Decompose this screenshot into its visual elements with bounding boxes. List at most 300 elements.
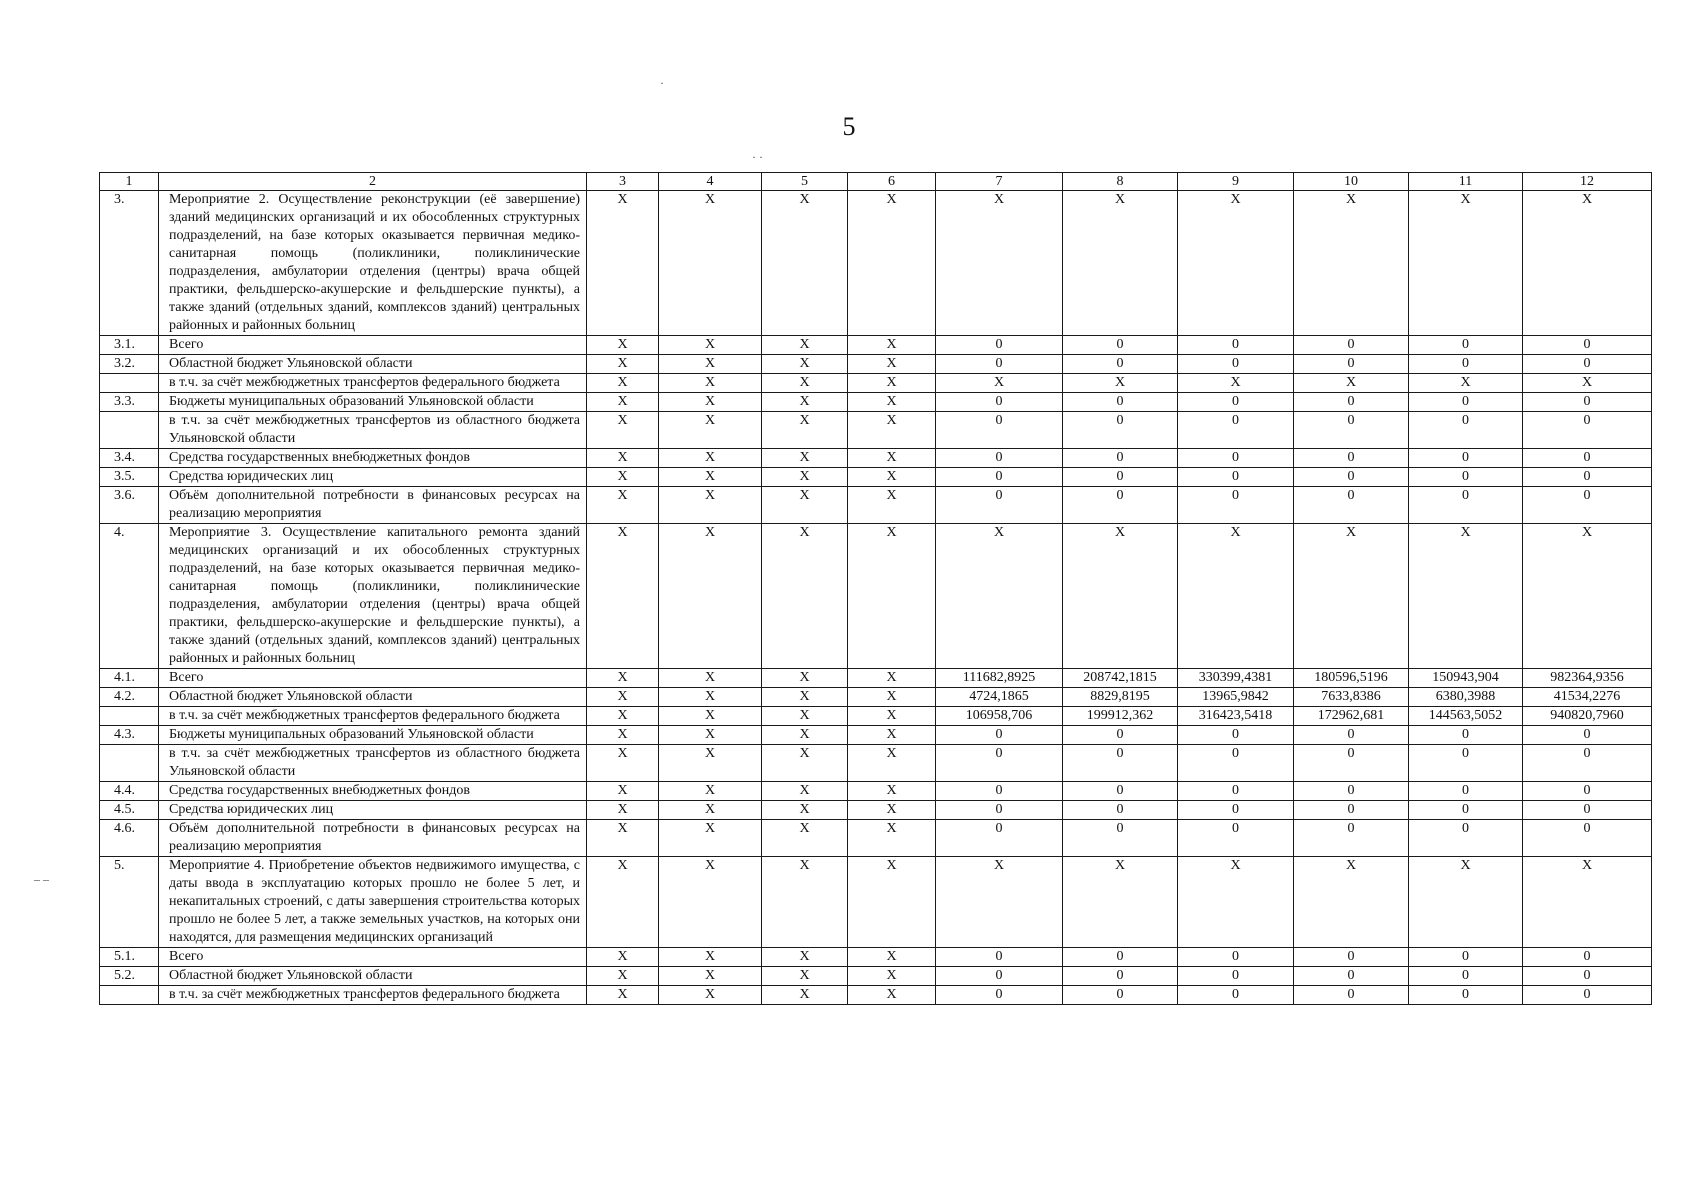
value-cell-col4: X [659, 707, 762, 726]
value-cell-col4: X [659, 669, 762, 688]
value-cell-col9: 0 [1178, 745, 1294, 782]
header-cell-col7: 7 [936, 173, 1063, 191]
value-cell-col9: 0 [1178, 967, 1294, 986]
value-cell-col4: X [659, 820, 762, 857]
value-cell-col7: 106958,706 [936, 707, 1063, 726]
value-cell-col6: X [848, 801, 936, 820]
value-cell-col12: 0 [1523, 820, 1652, 857]
value-cell-col8: 0 [1063, 782, 1178, 801]
value-cell-col4: X [659, 801, 762, 820]
value-cell-col3: X [587, 857, 659, 948]
value-cell-col4: X [659, 948, 762, 967]
value-cell-col7: 0 [936, 449, 1063, 468]
value-cell-col11: 0 [1409, 820, 1523, 857]
value-cell-col11: X [1409, 857, 1523, 948]
value-cell-col4: X [659, 857, 762, 948]
table-row [100, 801, 1652, 820]
value-cell-col5: X [762, 191, 848, 336]
value-cell-col5: X [762, 726, 848, 745]
value-cell-col8: 0 [1063, 449, 1178, 468]
row-description-cell: в т.ч. за счёт межбюджетных трансфертов федерального бюджета [159, 707, 587, 726]
table-header [100, 173, 1652, 191]
value-cell-col9: 0 [1178, 986, 1294, 1005]
value-cell-col4: X [659, 688, 762, 707]
value-cell-col11: X [1409, 191, 1523, 336]
row-description-cell: Мероприятие 4. Приобретение объектов недвижимого имущества, с даты ввода в эксплуатацию которых прошло не более 5 лет, и некапитальных строений, с даты завершения строительства которых прошло не более 5 лет, а также земельных участков, на которых они находятся, для размещения медицинских организаций [159, 857, 587, 948]
row-number-cell [100, 374, 159, 393]
value-cell-col9: X [1178, 374, 1294, 393]
value-cell-col7: 0 [936, 726, 1063, 745]
header-cell-col9: 9 [1178, 173, 1294, 191]
value-cell-col10: X [1294, 857, 1409, 948]
value-cell-col11: 0 [1409, 745, 1523, 782]
value-cell-col7: X [936, 374, 1063, 393]
header-cell-col11: 11 [1409, 173, 1523, 191]
value-cell-col8: 0 [1063, 336, 1178, 355]
value-cell-col6: X [848, 524, 936, 669]
value-cell-col10: 0 [1294, 355, 1409, 374]
value-cell-col5: X [762, 468, 848, 487]
value-cell-col11: 0 [1409, 948, 1523, 967]
value-cell-col12: 0 [1523, 986, 1652, 1005]
value-cell-col6: X [848, 688, 936, 707]
table-row [100, 857, 1652, 948]
value-cell-col6: X [848, 857, 936, 948]
value-cell-col6: X [848, 707, 936, 726]
value-cell-col5: X [762, 857, 848, 948]
value-cell-col11: 0 [1409, 967, 1523, 986]
value-cell-col12: 0 [1523, 393, 1652, 412]
value-cell-col7: 0 [936, 487, 1063, 524]
value-cell-col4: X [659, 355, 762, 374]
table-row [100, 393, 1652, 412]
row-number-cell: 4.4. [100, 782, 159, 801]
value-cell-col12: 0 [1523, 948, 1652, 967]
row-number-cell: 4.3. [100, 726, 159, 745]
value-cell-col10: 0 [1294, 948, 1409, 967]
row-description-cell: в т.ч. за счёт межбюджетных трансфертов федерального бюджета [159, 986, 587, 1005]
value-cell-col5: X [762, 688, 848, 707]
value-cell-col8: 0 [1063, 393, 1178, 412]
table-row [100, 468, 1652, 487]
value-cell-col3: X [587, 336, 659, 355]
value-cell-col3: X [587, 487, 659, 524]
row-number-cell: 3.4. [100, 449, 159, 468]
value-cell-col8: 0 [1063, 412, 1178, 449]
value-cell-col5: X [762, 707, 848, 726]
value-cell-col6: X [848, 191, 936, 336]
value-cell-col4: X [659, 412, 762, 449]
table-row [100, 449, 1652, 468]
value-cell-col12: 0 [1523, 967, 1652, 986]
value-cell-col4: X [659, 393, 762, 412]
value-cell-col11: 0 [1409, 336, 1523, 355]
value-cell-col7: 0 [936, 782, 1063, 801]
row-number-cell: 3.5. [100, 468, 159, 487]
value-cell-col11: 0 [1409, 782, 1523, 801]
value-cell-col10: X [1294, 191, 1409, 336]
row-number-cell: 4. [100, 524, 159, 669]
value-cell-col10: 172962,681 [1294, 707, 1409, 726]
value-cell-col4: X [659, 374, 762, 393]
value-cell-col11: 0 [1409, 986, 1523, 1005]
value-cell-col6: X [848, 986, 936, 1005]
value-cell-col6: X [848, 967, 936, 986]
row-number-cell [100, 745, 159, 782]
value-cell-col12: 41534,2276 [1523, 688, 1652, 707]
value-cell-col8: 0 [1063, 967, 1178, 986]
value-cell-col11: X [1409, 374, 1523, 393]
financing-table-container [99, 172, 1651, 1005]
value-cell-col10: 0 [1294, 336, 1409, 355]
value-cell-col12: 0 [1523, 468, 1652, 487]
table-row [100, 336, 1652, 355]
row-number-cell: 3.1. [100, 336, 159, 355]
value-cell-col10: 0 [1294, 468, 1409, 487]
value-cell-col4: X [659, 967, 762, 986]
value-cell-col9: X [1178, 524, 1294, 669]
value-cell-col6: X [848, 336, 936, 355]
value-cell-col9: 0 [1178, 393, 1294, 412]
row-description-cell: Всего [159, 669, 587, 688]
value-cell-col8: 0 [1063, 986, 1178, 1005]
value-cell-col8: X [1063, 374, 1178, 393]
row-description-cell: Всего [159, 948, 587, 967]
table-row [100, 374, 1652, 393]
value-cell-col7: 0 [936, 967, 1063, 986]
value-cell-col4: X [659, 336, 762, 355]
value-cell-col4: X [659, 524, 762, 669]
table-row [100, 820, 1652, 857]
value-cell-col10: 0 [1294, 967, 1409, 986]
value-cell-col7: 0 [936, 355, 1063, 374]
value-cell-col5: X [762, 986, 848, 1005]
value-cell-col3: X [587, 412, 659, 449]
value-cell-col11: X [1409, 524, 1523, 669]
value-cell-col11: 0 [1409, 393, 1523, 412]
value-cell-col3: X [587, 820, 659, 857]
value-cell-col8: 0 [1063, 801, 1178, 820]
value-cell-col3: X [587, 745, 659, 782]
table-row [100, 524, 1652, 669]
value-cell-col7: 0 [936, 468, 1063, 487]
value-cell-col9: 0 [1178, 782, 1294, 801]
value-cell-col3: X [587, 801, 659, 820]
row-description-cell: в т.ч. за счёт межбюджетных трансфертов из областного бюджета Ульяновской области [159, 745, 587, 782]
row-description-cell: Бюджеты муниципальных образований Ульяновской области [159, 393, 587, 412]
value-cell-col4: X [659, 782, 762, 801]
row-number-cell: 5.2. [100, 967, 159, 986]
value-cell-col6: X [848, 948, 936, 967]
value-cell-col7: 0 [936, 820, 1063, 857]
row-number-cell [100, 986, 159, 1005]
value-cell-col4: X [659, 726, 762, 745]
value-cell-col8: 0 [1063, 487, 1178, 524]
value-cell-col9: 0 [1178, 336, 1294, 355]
table-row [100, 986, 1652, 1005]
value-cell-col7: 0 [936, 801, 1063, 820]
value-cell-col6: X [848, 669, 936, 688]
value-cell-col10: 180596,5196 [1294, 669, 1409, 688]
value-cell-col8: 0 [1063, 745, 1178, 782]
header-cell-col4: 4 [659, 173, 762, 191]
table-row [100, 688, 1652, 707]
row-description-cell: в т.ч. за счёт межбюджетных трансфертов из областного бюджета Ульяновской области [159, 412, 587, 449]
page-number: 5 [842, 112, 856, 141]
value-cell-col7: 0 [936, 336, 1063, 355]
value-cell-col5: X [762, 355, 848, 374]
value-cell-col5: X [762, 801, 848, 820]
header-cell-col1: 1 [100, 173, 159, 191]
row-number-cell [100, 707, 159, 726]
value-cell-col9: X [1178, 191, 1294, 336]
value-cell-col7: 0 [936, 393, 1063, 412]
value-cell-col12: 0 [1523, 726, 1652, 745]
value-cell-col10: 0 [1294, 986, 1409, 1005]
value-cell-col12: 0 [1523, 355, 1652, 374]
value-cell-col7: 0 [936, 412, 1063, 449]
row-description-cell: Объём дополнительной потребности в финансовых ресурсах на реализацию мероприятия [159, 487, 587, 524]
table-row [100, 726, 1652, 745]
value-cell-col6: X [848, 726, 936, 745]
header-row [100, 173, 1652, 191]
scan-speck: · · [752, 150, 763, 164]
value-cell-col6: X [848, 782, 936, 801]
value-cell-col3: X [587, 468, 659, 487]
value-cell-col12: 0 [1523, 801, 1652, 820]
row-description-cell: Средства государственных внебюджетных фондов [159, 449, 587, 468]
value-cell-col7: X [936, 524, 1063, 669]
value-cell-col8: X [1063, 524, 1178, 669]
value-cell-col5: X [762, 412, 848, 449]
value-cell-col6: X [848, 355, 936, 374]
row-number-cell: 3. [100, 191, 159, 336]
value-cell-col9: 0 [1178, 355, 1294, 374]
value-cell-col6: X [848, 820, 936, 857]
value-cell-col11: 0 [1409, 355, 1523, 374]
table-row [100, 967, 1652, 986]
value-cell-col7: X [936, 857, 1063, 948]
value-cell-col10: 0 [1294, 820, 1409, 857]
value-cell-col10: 0 [1294, 487, 1409, 524]
value-cell-col3: X [587, 393, 659, 412]
value-cell-col3: X [587, 524, 659, 669]
value-cell-col12: X [1523, 524, 1652, 669]
value-cell-col8: 208742,1815 [1063, 669, 1178, 688]
value-cell-col9: 0 [1178, 487, 1294, 524]
value-cell-col7: 0 [936, 986, 1063, 1005]
value-cell-col12: 0 [1523, 336, 1652, 355]
value-cell-col6: X [848, 487, 936, 524]
table-row [100, 487, 1652, 524]
value-cell-col3: X [587, 948, 659, 967]
row-number-cell: 4.6. [100, 820, 159, 857]
value-cell-col4: X [659, 449, 762, 468]
row-description-cell: Средства государственных внебюджетных фондов [159, 782, 587, 801]
value-cell-col11: 0 [1409, 412, 1523, 449]
value-cell-col8: X [1063, 191, 1178, 336]
row-number-cell [100, 412, 159, 449]
value-cell-col5: X [762, 374, 848, 393]
value-cell-col6: X [848, 412, 936, 449]
value-cell-col7: X [936, 191, 1063, 336]
value-cell-col9: 0 [1178, 820, 1294, 857]
value-cell-col10: 0 [1294, 801, 1409, 820]
row-description-cell: Всего [159, 336, 587, 355]
row-description-cell: Областной бюджет Ульяновской области [159, 967, 587, 986]
value-cell-col5: X [762, 820, 848, 857]
value-cell-col6: X [848, 374, 936, 393]
value-cell-col8: 0 [1063, 726, 1178, 745]
scan-speck: – – [34, 872, 49, 886]
value-cell-col5: X [762, 449, 848, 468]
value-cell-col12: X [1523, 857, 1652, 948]
value-cell-col10: 0 [1294, 412, 1409, 449]
value-cell-col3: X [587, 374, 659, 393]
value-cell-col9: 0 [1178, 468, 1294, 487]
table-row [100, 948, 1652, 967]
table-row [100, 412, 1652, 449]
row-description-cell: Областной бюджет Ульяновской области [159, 355, 587, 374]
value-cell-col5: X [762, 967, 848, 986]
value-cell-col10: 7633,8386 [1294, 688, 1409, 707]
financing-table [99, 172, 1652, 1005]
value-cell-col11: 6380,3988 [1409, 688, 1523, 707]
header-cell-col2: 2 [159, 173, 587, 191]
value-cell-col5: X [762, 487, 848, 524]
row-number-cell: 3.6. [100, 487, 159, 524]
value-cell-col8: 0 [1063, 355, 1178, 374]
value-cell-col4: X [659, 468, 762, 487]
value-cell-col7: 4724,1865 [936, 688, 1063, 707]
header-cell-col3: 3 [587, 173, 659, 191]
value-cell-col10: 0 [1294, 745, 1409, 782]
value-cell-col4: X [659, 745, 762, 782]
row-number-cell: 5. [100, 857, 159, 948]
value-cell-col9: 330399,4381 [1178, 669, 1294, 688]
value-cell-col9: 0 [1178, 726, 1294, 745]
header-cell-col12: 12 [1523, 173, 1652, 191]
row-description-cell: Областной бюджет Ульяновской области [159, 688, 587, 707]
value-cell-col8: 199912,362 [1063, 707, 1178, 726]
table-row [100, 782, 1652, 801]
row-number-cell: 4.1. [100, 669, 159, 688]
value-cell-col12: 0 [1523, 782, 1652, 801]
value-cell-col12: 0 [1523, 745, 1652, 782]
table-row [100, 669, 1652, 688]
value-cell-col9: 316423,5418 [1178, 707, 1294, 726]
header-cell-col8: 8 [1063, 173, 1178, 191]
row-description-cell: Объём дополнительной потребности в финансовых ресурсах на реализацию мероприятия [159, 820, 587, 857]
value-cell-col6: X [848, 393, 936, 412]
value-cell-col8: 0 [1063, 820, 1178, 857]
value-cell-col12: 940820,7960 [1523, 707, 1652, 726]
value-cell-col4: X [659, 986, 762, 1005]
value-cell-col11: 150943,904 [1409, 669, 1523, 688]
value-cell-col5: X [762, 948, 848, 967]
value-cell-col9: 0 [1178, 801, 1294, 820]
value-cell-col6: X [848, 745, 936, 782]
value-cell-col9: X [1178, 857, 1294, 948]
value-cell-col12: 0 [1523, 487, 1652, 524]
value-cell-col12: 0 [1523, 449, 1652, 468]
value-cell-col3: X [587, 669, 659, 688]
value-cell-col5: X [762, 336, 848, 355]
row-description-cell: в т.ч. за счёт межбюджетных трансфертов федерального бюджета [159, 374, 587, 393]
value-cell-col8: 8829,8195 [1063, 688, 1178, 707]
value-cell-col11: 0 [1409, 801, 1523, 820]
value-cell-col8: 0 [1063, 468, 1178, 487]
value-cell-col4: X [659, 191, 762, 336]
value-cell-col3: X [587, 191, 659, 336]
value-cell-col12: 0 [1523, 412, 1652, 449]
value-cell-col11: 0 [1409, 468, 1523, 487]
value-cell-col10: 0 [1294, 782, 1409, 801]
value-cell-col5: X [762, 393, 848, 412]
value-cell-col8: X [1063, 857, 1178, 948]
value-cell-col3: X [587, 986, 659, 1005]
header-cell-col10: 10 [1294, 173, 1409, 191]
value-cell-col12: 982364,9356 [1523, 669, 1652, 688]
value-cell-col12: X [1523, 191, 1652, 336]
value-cell-col9: 0 [1178, 948, 1294, 967]
header-cell-col5: 5 [762, 173, 848, 191]
value-cell-col8: 0 [1063, 948, 1178, 967]
row-number-cell: 5.1. [100, 948, 159, 967]
value-cell-col5: X [762, 524, 848, 669]
value-cell-col3: X [587, 967, 659, 986]
value-cell-col9: 13965,9842 [1178, 688, 1294, 707]
value-cell-col3: X [587, 449, 659, 468]
value-cell-col4: X [659, 487, 762, 524]
value-cell-col10: 0 [1294, 726, 1409, 745]
row-description-cell: Бюджеты муниципальных образований Ульяновской области [159, 726, 587, 745]
value-cell-col3: X [587, 726, 659, 745]
value-cell-col12: X [1523, 374, 1652, 393]
value-cell-col7: 0 [936, 745, 1063, 782]
value-cell-col6: X [848, 449, 936, 468]
scan-speck: · [660, 76, 664, 90]
table-row [100, 355, 1652, 374]
row-number-cell: 4.2. [100, 688, 159, 707]
row-number-cell: 3.3. [100, 393, 159, 412]
header-cell-col6: 6 [848, 173, 936, 191]
value-cell-col3: X [587, 688, 659, 707]
table-row [100, 707, 1652, 726]
value-cell-col10: 0 [1294, 449, 1409, 468]
value-cell-col11: 0 [1409, 726, 1523, 745]
value-cell-col5: X [762, 669, 848, 688]
value-cell-col3: X [587, 355, 659, 374]
table-row [100, 745, 1652, 782]
row-description-cell: Средства юридических лиц [159, 801, 587, 820]
row-number-cell: 4.5. [100, 801, 159, 820]
table-body [100, 191, 1652, 1005]
value-cell-col6: X [848, 468, 936, 487]
value-cell-col5: X [762, 782, 848, 801]
row-number-cell: 3.2. [100, 355, 159, 374]
value-cell-col5: X [762, 745, 848, 782]
value-cell-col10: 0 [1294, 393, 1409, 412]
row-description-cell: Средства юридических лиц [159, 468, 587, 487]
value-cell-col7: 0 [936, 948, 1063, 967]
table-row [100, 191, 1652, 336]
value-cell-col3: X [587, 782, 659, 801]
row-description-cell: Мероприятие 3. Осуществление капитального ремонта зданий медицинских организаций и их обособленных структурных подразделений, на базе которых оказывается первичная медико-санитарная помощь (поликлиники, поликлинические подразделения, амбулатории отделения (центры) врача общей практики, фельдшерско-акушерские и фельдшерские пункты), а также зданий (отдельных зданий, комплексов зданий) центральных районных и районных больниц [159, 524, 587, 669]
value-cell-col10: X [1294, 524, 1409, 669]
value-cell-col10: X [1294, 374, 1409, 393]
value-cell-col9: 0 [1178, 449, 1294, 468]
